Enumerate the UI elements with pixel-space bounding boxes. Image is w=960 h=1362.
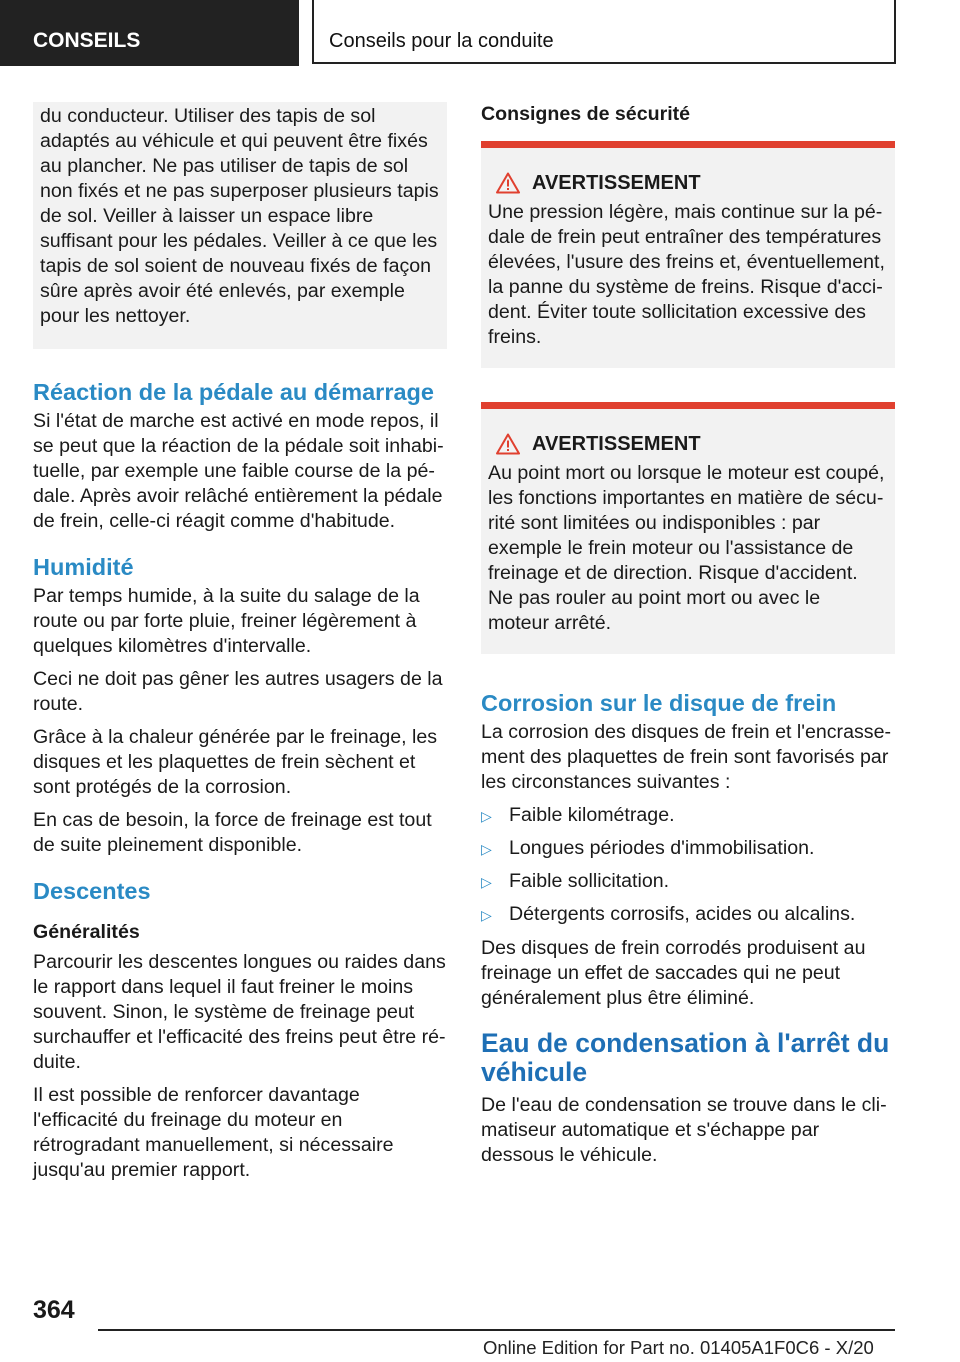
warning-1-text: Une pression légère, mais continue sur la pédale de frein peut entraîner des températures élevées, l'usure des freins et, éventuellement, la panne du système de freins. Risque d'accident. Éviter toute sollicitation excessive des freins. bbox=[488, 201, 885, 348]
triangle-bullet-icon: ▷ bbox=[481, 874, 492, 890]
warning-2-title: AVERTISSEMENT bbox=[532, 433, 701, 455]
pedal-reaction-text: Si l'état de marche est activé en mode repos, il se peut que la réaction de la pédale soit inhabituelle, par exemple une faible course de la pédale. Après avoir relâché entièrement la pédale de frein, celle-ci réagit comme d'habitude. bbox=[33, 410, 444, 532]
corrosion-list bbox=[481, 803, 895, 928]
warning-triangle-icon bbox=[496, 433, 520, 455]
humidity-paragraph-4: En cas de besoin, la force de freinage est tout de suite pleinement disponible. bbox=[33, 809, 432, 856]
floor-mat-note-box bbox=[33, 102, 447, 349]
warning-triangle-icon bbox=[496, 172, 520, 194]
warning-box-2 bbox=[481, 402, 895, 654]
warning-2-text: Au point mort ou lorsque le moteur est coupé, les fonctions importantes en matière de sécurité sont limitées ou indisponibles : par exemple le frein moteur ou l'assistance de freinage et de direction. Risque d'accident. Ne pas rouler au point mort ou avec le moteur arrêté. bbox=[488, 462, 885, 634]
warning-box-1 bbox=[481, 141, 895, 368]
section-descents bbox=[33, 876, 447, 1183]
pedal-reaction-heading: Réaction de la pédale au démarrage bbox=[33, 379, 434, 405]
chapter-title: Conseils pour la conduite bbox=[312, 0, 896, 64]
list-item: ▷ Faible kilométrage. bbox=[481, 803, 895, 829]
section-humidity bbox=[33, 552, 447, 858]
humidity-paragraph-1: Par temps humide, à la suite du salage de la route ou par forte pluie, freiner légèrement à quelques kilomètres d'intervalle. bbox=[33, 585, 420, 657]
list-item: ▷ Détergents corrosifs, acides ou alcalins. bbox=[481, 902, 895, 928]
safety-heading: Consignes de sécurité bbox=[481, 103, 691, 125]
page-number: 364 bbox=[33, 1296, 75, 1324]
condensation-heading: Eau de condensation à l'arrêt du véhicule bbox=[481, 1028, 890, 1087]
descents-subheading: Généralités bbox=[33, 921, 140, 943]
corrosion-intro: La corrosion des disques de frein et l'encrassement des plaquettes de frein sont favorisés par les circonstances suivantes : bbox=[481, 721, 891, 793]
footer-rule bbox=[98, 1329, 895, 1331]
footer-edition: Online Edition for Part no. 01405A1F0C6 - X/20 bbox=[483, 1337, 874, 1358]
triangle-bullet-icon: ▷ bbox=[481, 808, 492, 824]
descents-paragraph-1: Parcourir les descentes longues ou raides dans le rapport dans lequel il faut freiner le moins souvent. Sinon, le système de freinage peut surchauffer et l'efficacité des freins peut être réduite. bbox=[33, 951, 446, 1073]
section-condensation bbox=[481, 1029, 895, 1168]
section-tab: CONSEILS bbox=[0, 0, 299, 66]
section-corrosion bbox=[481, 688, 895, 1011]
triangle-bullet-icon: ▷ bbox=[481, 841, 492, 857]
descents-heading: Descentes bbox=[33, 878, 151, 904]
humidity-paragraph-2: Ceci ne doit pas gêner les autres usagers de la route. bbox=[33, 668, 443, 715]
corrosion-heading: Corrosion sur le disque de frein bbox=[481, 690, 837, 716]
list-item: ▷ Faible sollicitation. bbox=[481, 869, 895, 895]
section-pedal-reaction bbox=[33, 377, 447, 534]
left-column bbox=[33, 102, 447, 1201]
warning-1-title-row bbox=[488, 170, 885, 196]
triangle-bullet-icon: ▷ bbox=[481, 907, 492, 923]
condensation-text: De l'eau de condensation se trouve dans le climatiseur automatique et s'échappe par dessous le véhicule. bbox=[481, 1094, 887, 1166]
humidity-paragraph-3: Grâce à la chaleur générée par le freinage, les disques et les plaquettes de frein sèchent et sont protégés de la corrosion. bbox=[33, 726, 438, 798]
floor-mat-note-text: du conducteur. Utiliser des tapis de sol adaptés au véhicule et qui peuvent être fixés au plancher. Ne pas utiliser de tapis de sol non fixés et ne pas superposer plusieurs tapis de sol. Veiller à laisser un espace libre suffisant pour les pédales. Veiller à ce que les tapis de sol soient de nouveau fixés de façon sûre après avoir été enlevés, par exemple pour les nettoyer. bbox=[40, 105, 439, 327]
humidity-heading: Humidité bbox=[33, 554, 134, 580]
warning-1-title: AVERTISSEMENT bbox=[532, 172, 701, 194]
descents-paragraph-2: Il est possible de renforcer davantage l'efficacité du freinage du moteur en rétrogradant manuellement, si nécessaire jusqu'au premier rapport. bbox=[33, 1084, 394, 1181]
right-column bbox=[481, 102, 895, 1186]
warning-2-title-row bbox=[488, 431, 885, 457]
corrosion-outro: Des disques de frein corrodés produisent au freinage un effet de saccades qui ne peut généralement plus être éliminé. bbox=[481, 937, 866, 1009]
list-item: ▷ Longues périodes d'immobilisation. bbox=[481, 836, 895, 862]
page-header bbox=[0, 0, 960, 66]
